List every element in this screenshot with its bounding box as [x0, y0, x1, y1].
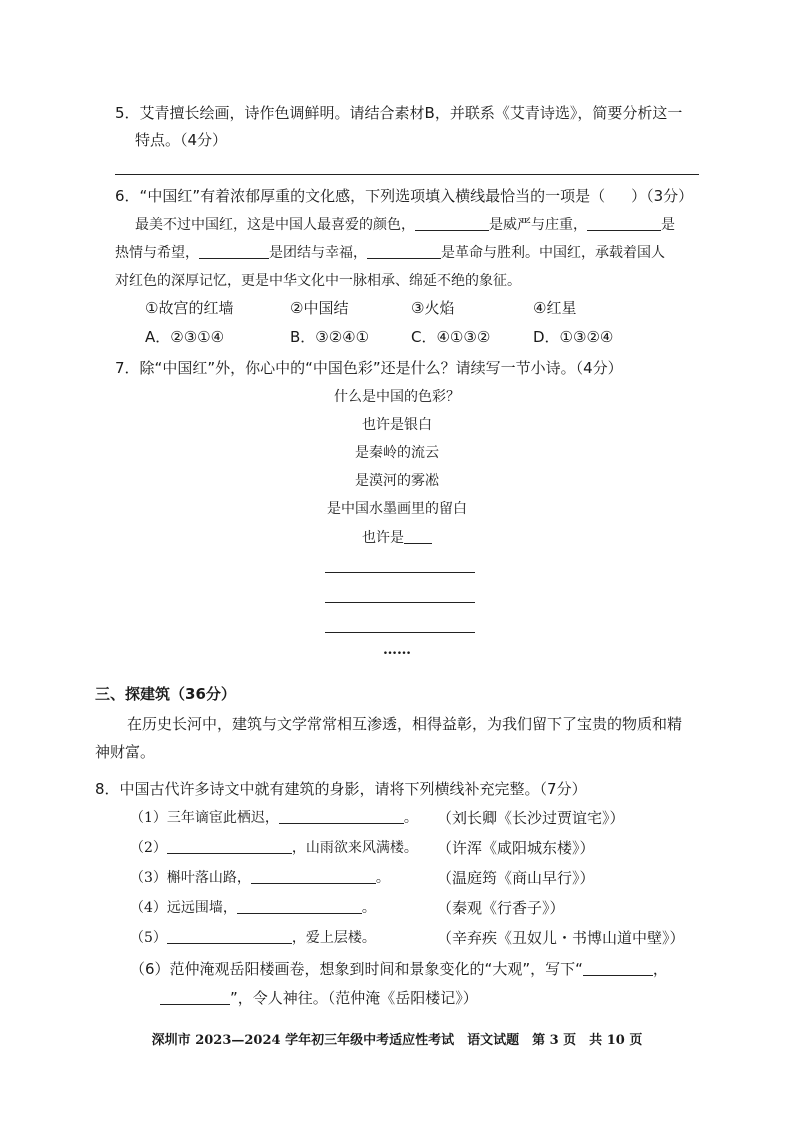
q8-item-4	[130, 898, 376, 918]
q6-p2-b: 是团结与幸福，	[269, 245, 367, 261]
q8-item-2-post: ，山雨欲来风满楼。	[291, 840, 418, 856]
q6-p1-a: 最美不过中国红，这是中国人最喜爱的颜色，	[135, 217, 415, 233]
q6-stem-before: 6．“中国红”有着浓郁厚重的文化感，下列选项填入横线最恰当的一项是（	[115, 187, 606, 205]
q8-item-1	[130, 808, 418, 828]
q6-stem	[115, 186, 693, 206]
q7-poem-line-2: 也许是银白	[362, 417, 432, 433]
q8-item-2-num: （2）	[130, 840, 167, 856]
q5-answer-line	[115, 174, 699, 175]
q6-option-d[interactable]: D．①③②④	[533, 328, 614, 346]
q6-p2-a: 热情与希望，	[115, 245, 199, 261]
q6-blank-3[interactable]	[199, 244, 269, 259]
q6-p2-c: 是革命与胜利。中国红，承载着国人	[441, 245, 665, 261]
q7-poem-line-5: 是中国水墨画里的留白	[327, 501, 467, 517]
q8-item-1-post: 。	[403, 810, 418, 826]
q6-passage-line2	[115, 243, 665, 263]
q8-item-4-source: （秦观《行香子》）	[437, 899, 565, 917]
q8-item-4-blank[interactable]	[237, 899, 362, 914]
q6-passage-line3: 对红色的深厚记忆，更是中华文化中一脉相承、绵延不绝的象征。	[115, 273, 521, 289]
q8-item-6-blank-2[interactable]	[160, 990, 230, 1005]
q8-item-1-pre: 三年谪宦此栖迟，	[166, 810, 279, 826]
q8-item-2	[130, 838, 418, 858]
q7-poem-line-3: 是秦岭的流云	[355, 445, 439, 461]
q8-item-3-blank[interactable]	[251, 869, 376, 884]
q7-poem-line-6	[0, 528, 794, 548]
q8-item-5-num: （5）	[130, 930, 167, 946]
q8-item-3-post: 。	[375, 870, 390, 886]
q8-item-1-source: （刘长卿《长沙过贾谊宅》）	[437, 809, 625, 827]
q8-item-1-num: （1）	[130, 810, 167, 826]
q5-line2: 特点。（4分）	[135, 131, 228, 149]
q6-item-1: ①故宫的红墙	[145, 299, 234, 317]
q6-option-a[interactable]: A．②③①④	[145, 328, 225, 346]
q7-stem: 7．除“中国红”外，你心中的“中国色彩”还是什么？请续写一节小诗。（4分）	[115, 359, 623, 377]
q8-item-5-post: ，爱上层楼。	[291, 930, 376, 946]
q6-option-c[interactable]: C．④①③②	[411, 328, 491, 346]
q6-item-2: ②中国结	[290, 299, 349, 317]
section3-title: 三、探建筑（36分）	[95, 685, 236, 703]
q8-item-1-blank[interactable]	[279, 809, 404, 824]
q6-p1-b: 是威严与庄重，	[489, 217, 587, 233]
q7-answer-line-3[interactable]	[325, 632, 475, 633]
q6-stem-after: ）（3分）	[631, 187, 694, 205]
q6-passage-line1	[135, 215, 675, 235]
page-footer: 深圳市 2023—2024 学年初三年级中考适应性考试 语文试题 第 3 页 共 10 页	[151, 1033, 643, 1048]
q8-item-4-post: 。	[361, 900, 376, 916]
section3-intro-line2: 神财富。	[95, 743, 156, 761]
q8-item-3	[130, 868, 390, 888]
q6-item-3: ③火焰	[411, 299, 455, 317]
q7-last-line-text: 也许是	[362, 530, 404, 546]
q8-item-4-pre: 远远围墙，	[166, 900, 237, 916]
q8-item-3-source: （温庭筠《商山早行》）	[437, 869, 595, 887]
q7-poem-line-4: 是漠河的雾凇	[355, 473, 439, 489]
q8-item-6-line1-text: （6）范仲淹观岳阳楼画卷，想象到时间和景象变化的“大观”，写下“	[130, 960, 583, 978]
q5-line1: 5．艾青擅长绘画，诗作色调鲜明。请结合素材B，并联系《艾青诗选》，简要分析这一	[115, 104, 683, 122]
q8-item-4-num: （4）	[130, 900, 167, 916]
q8-item-2-blank[interactable]	[167, 839, 292, 854]
q6-p1-c: 是	[661, 217, 675, 233]
q8-item-6-line1	[130, 959, 668, 979]
q7-ellipsis: ……	[383, 642, 411, 658]
q6-blank-1[interactable]	[415, 216, 489, 231]
q8-item-5	[130, 928, 376, 948]
q8-item-3-pre: 槲叶落山路，	[166, 870, 251, 886]
section3-intro-line1: 在历史长河中，建筑与文学常常相互渗透，相得益彰，为我们留下了宝贵的物质和精	[127, 715, 683, 733]
q7-poem-line-1: 什么是中国的色彩？	[334, 389, 460, 405]
q7-answer-line-1[interactable]	[325, 572, 475, 573]
q8-item-3-num: （3）	[130, 870, 167, 886]
q8-item-6-line1-comma: ，	[652, 960, 668, 978]
q8-item-6-line2	[160, 988, 478, 1008]
q6-option-b[interactable]: B．③②④①	[290, 328, 370, 346]
q7-blank-inline[interactable]	[404, 529, 432, 544]
q6-item-4: ④红星	[533, 299, 577, 317]
q8-item-5-blank[interactable]	[167, 929, 292, 944]
q8-item-6-blank-1[interactable]	[583, 961, 653, 976]
q6-blank-4[interactable]	[367, 244, 441, 259]
q8-item-6-line2-text: ”，令人神往。（范仲淹《岳阳楼记》）	[230, 989, 478, 1007]
q6-blank-2[interactable]	[587, 216, 661, 231]
q8-item-2-source: （许浑《咸阳城东楼》）	[437, 839, 595, 857]
q8-stem: 8．中国古代许多诗文中就有建筑的身影，请将下列横线补充完整。（7分）	[95, 780, 587, 798]
q7-answer-line-2[interactable]	[325, 602, 475, 603]
q8-item-5-source: （辛弃疾《丑奴儿・书博山道中壁》）	[437, 929, 685, 947]
